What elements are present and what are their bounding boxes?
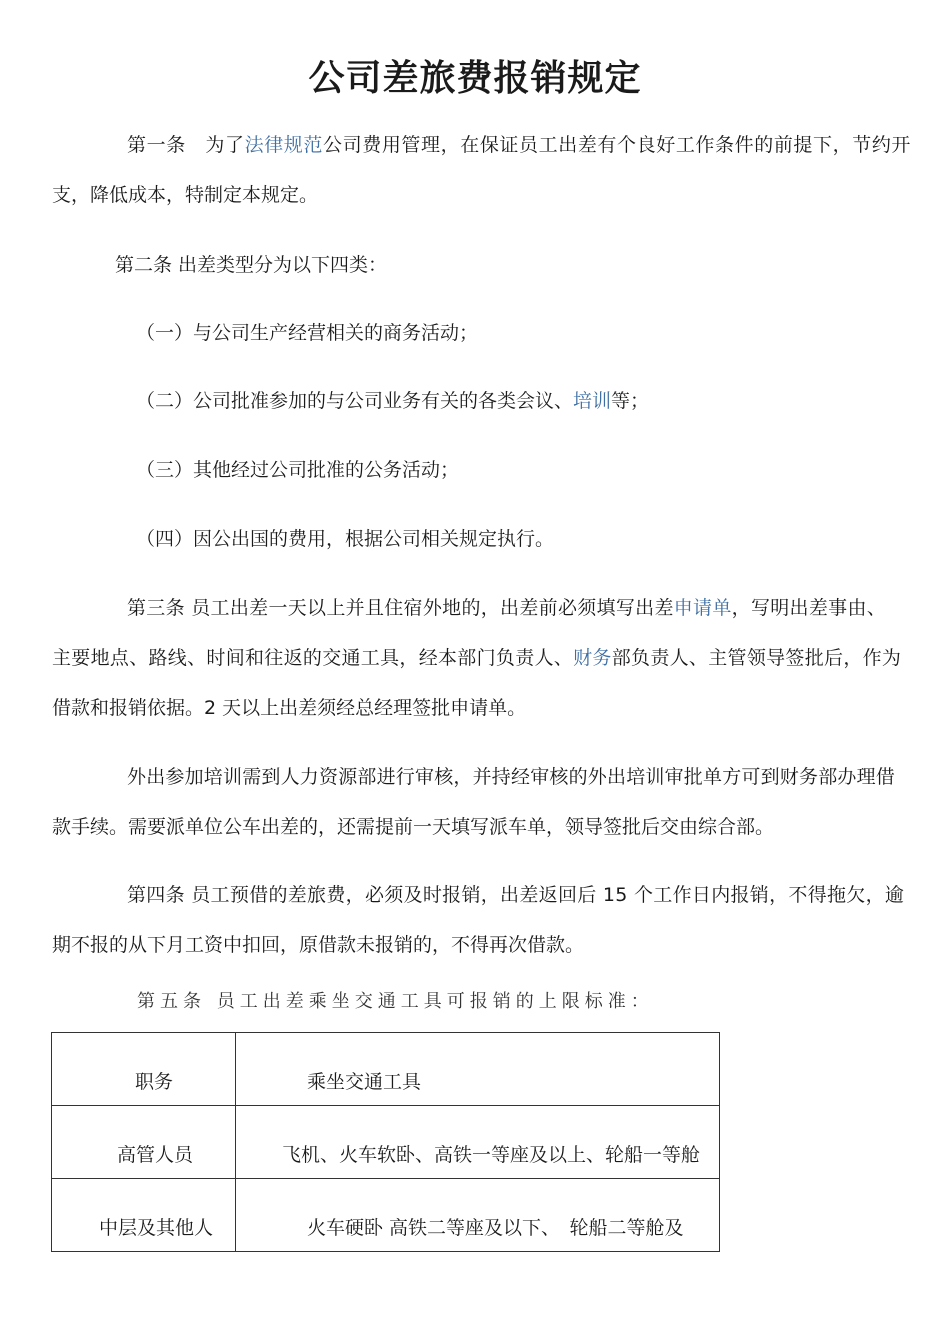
article-5-heading: 第五条 员工出差乘坐交通工具可报销的上限标准： — [137, 991, 654, 1012]
table-row-1-role: 高管人员 — [117, 1143, 194, 1166]
table-header-row — [52, 1033, 720, 1106]
finance-link[interactable]: 财务 — [573, 647, 612, 669]
article-4-line-2: 期不报的从下月工资中扣回，原借款未报销的，不得再次借款。 — [52, 934, 585, 956]
article-3-line-2 — [52, 646, 901, 670]
table-row — [52, 1179, 720, 1252]
article-1-text-a: 第一条 为了 — [127, 134, 245, 156]
article-3-text-b: ，写明出差事由、 — [731, 597, 887, 619]
article-2-item-2-text-a: （二）公司批准参加的与公司业务有关的各类会议、 — [136, 390, 574, 412]
article-2-item-2-text-b: 等； — [611, 390, 650, 412]
table-row — [52, 1106, 720, 1179]
application-form-link[interactable]: 申请单 — [673, 597, 732, 619]
table-header-cell-role — [52, 1033, 236, 1106]
article-2-item-4: （四）因公出国的费用，根据公司相关规定执行。 — [136, 528, 555, 550]
article-3-line-2-text-a: 主要地点、路线、时间和往返的交通工具，经本部门负责人、 — [52, 647, 574, 669]
table-row-1-transport: 飞机、火车软卧、高铁一等座及以上、轮船一等舱 — [282, 1143, 701, 1166]
training-link[interactable]: 培训 — [573, 390, 612, 412]
table-cell-transport — [236, 1179, 720, 1252]
article-1-text-b: 公司费用管理，在保证员工出差有个良好工作条件的前提下，节约开 — [323, 134, 912, 156]
article-2-item-1: （一）与公司生产经营相关的商务活动； — [136, 322, 479, 344]
table-header-transport: 乘坐交通工具 — [307, 1070, 422, 1093]
table-header-cell-transport — [236, 1033, 720, 1106]
article-2-item-3: （三）其他经过公司批准的公务活动； — [136, 459, 460, 481]
article-3-line-3: 借款和报销依据。2 天以上出差须经总经理签批申请单。 — [52, 697, 527, 719]
article-1-line-1 — [127, 133, 911, 157]
article-2-heading: 第二条 出差类型分为以下四类： — [115, 254, 388, 276]
article-3-line-2-text-b: 部负责人、主管领导签批后，作为 — [611, 647, 902, 669]
table-header-role: 职务 — [135, 1070, 174, 1093]
article-4-line-1: 第四条 员工预借的差旅费，必须及时报销，出差返回后 15 个工作日内报销，不得拖欠，逾 — [127, 884, 905, 906]
article-3-para-2-line-1: 外出参加培训需到人力资源部进行审核，并持经审核的外出培训审批单方可到财务部办理借 — [127, 766, 896, 788]
article-2-item-2 — [136, 389, 649, 413]
table-cell-transport — [236, 1106, 720, 1179]
article-3-text-a: 第三条 员工出差一天以上并且住宿外地的，出差前必须填写出差 — [127, 597, 674, 619]
article-3-para-2-line-2: 款手续。需要派单位公车出差的，还需提前一天填写派车单，领导签批后交由综合部。 — [52, 816, 775, 838]
document-title: 公司差旅费报销规定 — [308, 58, 642, 99]
transport-standard-table — [51, 1032, 720, 1252]
legal-norms-link[interactable]: 法律规范 — [244, 134, 324, 156]
table-row-2-role: 中层及其他人 — [99, 1216, 214, 1239]
article-1-line-2: 支，降低成本，特制定本规定。 — [52, 184, 319, 206]
table-cell-role — [52, 1106, 236, 1179]
table-row-2-transport: 火车硬卧 高铁二等座及以下、 轮船二等舱及 — [307, 1216, 684, 1239]
table-cell-role — [52, 1179, 236, 1252]
article-3-line-1 — [127, 596, 886, 620]
